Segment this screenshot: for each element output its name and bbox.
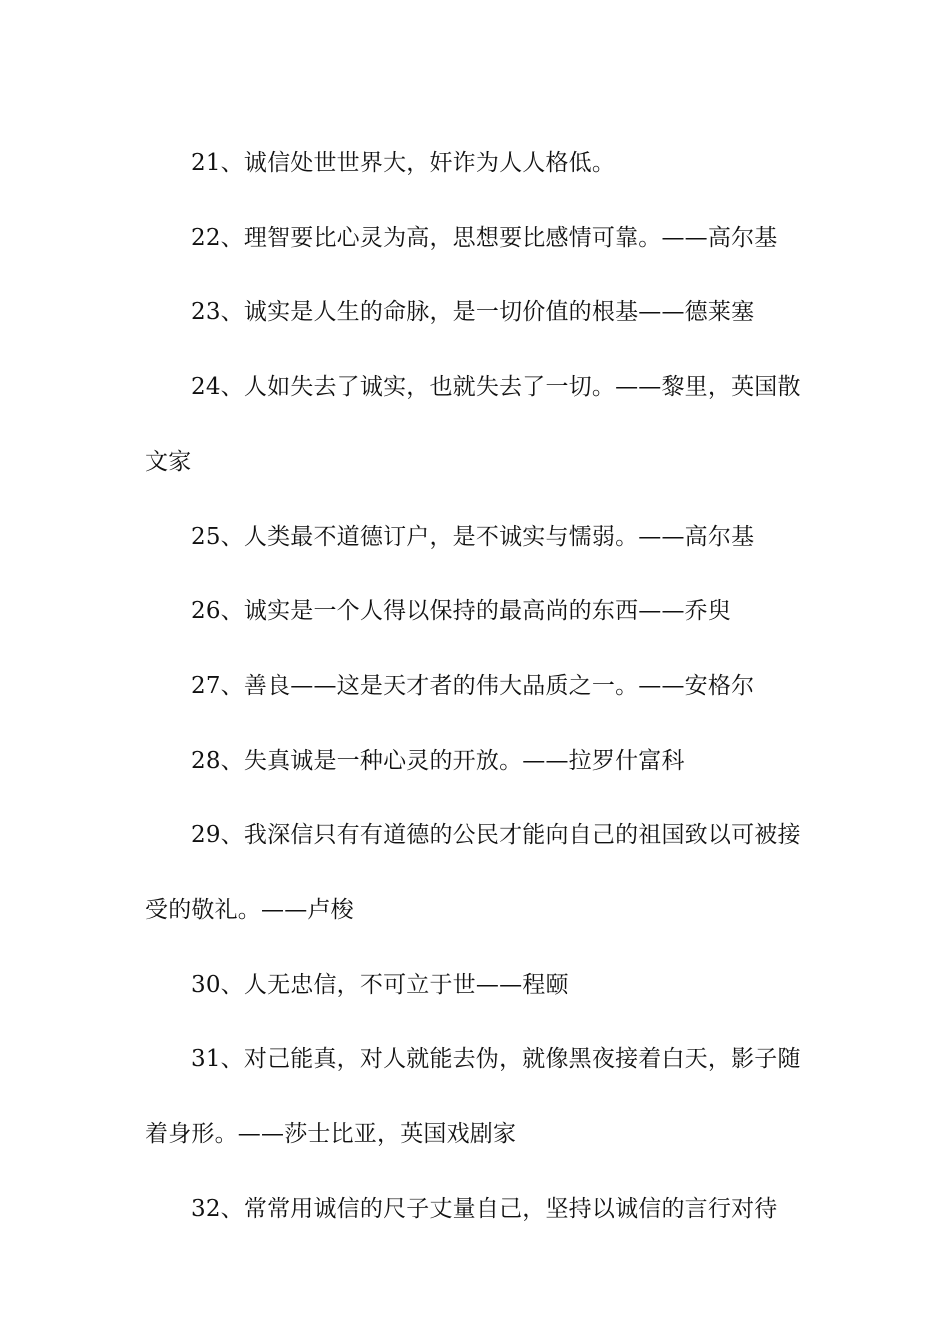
quote-paragraph-31: 31、对己能真，对人就能去伪，就像黑夜接着白天，影子随着身形。——莎士比亚，英国戏剧家	[145, 1046, 801, 1148]
quote-paragraph-27: 27、善良——这是天才者的伟大品质之一。——安格尔	[191, 672, 755, 699]
quote-paragraph-25: 25、人类最不道德订户，是不诚实与懦弱。——高尔基	[191, 523, 755, 550]
quote-paragraph-21: 21、诚信处世世界大，奸诈为人人格低。	[191, 150, 616, 176]
quote-list	[145, 126, 810, 1247]
quote-paragraph-22: 22、理智要比心灵为高，思想要比感情可靠。——高尔基	[191, 224, 778, 251]
quote-paragraph-23: 23、诚实是人生的命脉，是一切价值的根基——德莱塞	[191, 299, 755, 326]
quote-paragraph-29: 29、我深信只有有道德的公民才能向自己的祖国致以可被接受的敬礼。——卢梭	[145, 822, 801, 924]
quote-paragraph-32: 32、常常用诚信的尺子丈量自己，坚持以诚信的言行对待	[191, 1195, 778, 1222]
quote-paragraph-30: 30、人无忠信，不可立于世——程颐	[191, 971, 569, 998]
quote-paragraph-24: 24、人如失去了诚实，也就失去了一切。——黎里，英国散文家	[145, 374, 801, 475]
quote-paragraph-28: 28、失真诚是一种心灵的开放。——拉罗什富科	[191, 747, 685, 774]
quote-paragraph-26: 26、诚实是一个人得以保持的最高尚的东西——乔臾	[191, 598, 732, 625]
